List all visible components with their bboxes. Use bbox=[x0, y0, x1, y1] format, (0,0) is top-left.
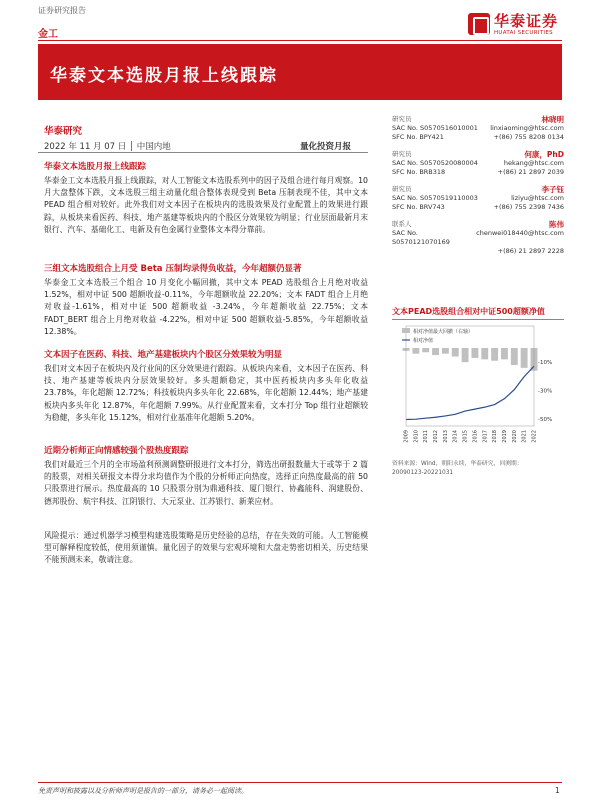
analyst-card bbox=[392, 185, 564, 212]
analyst-role: 研究员 bbox=[392, 150, 412, 158]
y-right-tick-label: -30% bbox=[538, 388, 553, 395]
x-tick-label: 2020 bbox=[511, 430, 518, 443]
section-text: 我们对文本因子在板块内及行业间的区分效果进行跟踪。从板块内来看，文本因子在医药、科技、地产基建等板块内分层效果较好。多头超额稳定，其中医药板块内多头年化收益 23.78%，年化超额 12.72%；科技板块内多头年化 22.68%，年化超额 12.44%；地产基建板块内多头年化 12.87%，年化超额 7.99%。从行业配置来看，文本打分 Top 组行业超额较为稳健，多头年化 15.12%，相对行业基准年化超额 5.20%。 bbox=[44, 364, 368, 422]
drawdown-bar bbox=[481, 348, 488, 359]
footer-divider bbox=[38, 782, 562, 783]
y-right-tick-label: -50% bbox=[538, 416, 553, 423]
x-tick-label: 2019 bbox=[501, 430, 508, 443]
x-tick-label: 2012 bbox=[433, 430, 440, 443]
section-heading: 华泰文本选股月报上线跟踪 bbox=[44, 162, 147, 172]
analyst-card bbox=[392, 115, 564, 142]
drawdown-bar bbox=[412, 348, 419, 354]
title-band bbox=[38, 44, 562, 100]
footer-disclaimer: 免责声明和披露以及分析师声明是报告的一部分，请务必一起阅读。 bbox=[38, 787, 248, 795]
logo-icon bbox=[468, 13, 490, 35]
x-tick-label: 2022 bbox=[531, 430, 538, 443]
x-tick-label: 2011 bbox=[423, 430, 430, 443]
analyst-phone: +(86) 755 8208 0134 bbox=[493, 133, 564, 141]
analyst-card bbox=[392, 220, 564, 256]
section-summary bbox=[44, 160, 368, 236]
analyst-sfc: SFC No. BRV743 bbox=[392, 203, 445, 211]
y-right-tick-label: -10% bbox=[538, 360, 553, 367]
analyst-role: 研究员 bbox=[392, 115, 412, 123]
analyst-phone: +(86) 755 2398 7436 bbox=[493, 203, 564, 211]
analyst-card bbox=[392, 150, 564, 177]
section-heading: 三组文本选股组合上月受 Beta 压制均录得负收益，今年超额仍显著 bbox=[44, 264, 302, 274]
legend-swatch-drawdown bbox=[402, 328, 410, 333]
drawdown-bar bbox=[511, 348, 518, 365]
research-tag: 华泰研究 bbox=[44, 126, 83, 137]
x-tick-label: 2016 bbox=[472, 430, 479, 443]
report-category: 证券研究报告 bbox=[38, 6, 86, 15]
section-heading: 文本因子在医药、科技、地产基建板块内个股区分效果较为明显 bbox=[44, 350, 283, 360]
x-tick-label: 2010 bbox=[413, 430, 420, 443]
analyst-sac: SAC No. S0570121070169 bbox=[392, 229, 450, 246]
drawdown-bar bbox=[452, 348, 459, 357]
analyst-sfc: SFC No. BRB318 bbox=[392, 168, 446, 176]
analyst-email[interactable]: hekang@htsc.com bbox=[503, 159, 564, 167]
logo-text-cn: 华泰证券 bbox=[494, 12, 559, 30]
x-tick-label: 2018 bbox=[492, 430, 499, 443]
analyst-sac: SAC No. S0570520080004 bbox=[392, 159, 478, 167]
top-divider bbox=[38, 40, 562, 41]
section-portfolios bbox=[44, 262, 368, 338]
nav-line bbox=[406, 366, 534, 419]
analyst-email[interactable]: liziyu@htsc.com bbox=[511, 194, 564, 202]
analyst-name: 林晓明 bbox=[541, 115, 564, 124]
drawdown-bar bbox=[471, 348, 478, 358]
meta-divider bbox=[38, 152, 368, 153]
section-text: 华泰金工文本选股三个组合 10 月变化小幅回撤，其中文本 PEAD 选股组合上月绝对收益 1.52%，相对中证 500 超额收益-0.11%，今年超额收益 22.20%；文本 FADT 组合上月绝对收益-1.61%，相对中证 500 超额收益 -3.24%，今年超额收益 22.75%；文本 FADT_BERT 组合上月绝对收益 -4.22%，相对中证 500 超额收益-5.85%，今年超额收益 12.38%。 bbox=[44, 278, 368, 336]
x-tick-label: 2017 bbox=[482, 430, 489, 443]
logo bbox=[468, 10, 580, 44]
analyst-sac: SAC No. S0570516010001 bbox=[392, 124, 478, 132]
drawdown-bar bbox=[521, 348, 528, 368]
x-tick-label: 2015 bbox=[462, 430, 469, 443]
section-analyst-heat bbox=[44, 444, 368, 508]
x-tick-label: 2021 bbox=[521, 430, 528, 443]
drawdown-bar bbox=[442, 348, 449, 354]
section-text: 华泰金工文本选股月报上线跟踪，对人工智能文本选股系列中的因子及组合进行每月观察。10 月大盘整体下跌，文本选股三组主动量化组合整体表现受到 Beta 压制表现不佳，其中文本 PEAD 组合相对较好。此外我们对文本因子在板块内的选股效果及行业配置上的效果进行跟踪，从板块来看医药、科技、地产基建等板块内的个股区分效果较为明显；行业层面最新月末银行、汽车、基础化工、电新及有色金属行业整体文本得分靠前。 bbox=[44, 176, 368, 234]
analyst-name: 何康，PhD bbox=[524, 150, 564, 159]
analyst-name: 陈伟 bbox=[549, 220, 564, 229]
date-line: 2022 年 11 月 07 日 │ 中国内地 bbox=[44, 142, 171, 152]
drawdown-bar bbox=[501, 348, 508, 359]
chart-source: 资料来源：Wind，朝阳永续，华泰研究，回测期： bbox=[392, 461, 523, 467]
nav-series-line bbox=[406, 366, 534, 419]
drawdown-bar bbox=[422, 348, 429, 352]
chart-svg bbox=[392, 322, 564, 456]
chart-title: 文本PEAD选股组合相对中证500超额净值 bbox=[392, 307, 545, 316]
analyst-email[interactable]: linxiaoming@htsc.com bbox=[490, 124, 564, 132]
report-type: 量化投资月报 bbox=[300, 142, 352, 152]
analyst-list bbox=[392, 115, 564, 264]
page-number: 1 bbox=[555, 786, 560, 795]
x-tick-label: 2013 bbox=[442, 430, 449, 443]
risk-warning: 风险提示：通过机器学习模型构建选股策略是历史经验的总结，存在失效的可能。人工智能模型可解释程度较低，使用须谨慎。量化因子的效果与宏观环境和大盘走势密切相关，历史结果不能预测未来，敬请注意。 bbox=[44, 531, 368, 565]
analyst-phone: +(86) 21 2897 2228 bbox=[497, 247, 564, 255]
x-tick-label: 2009 bbox=[403, 430, 410, 443]
drawdown-bar bbox=[491, 348, 498, 361]
analyst-role: 联系人 bbox=[392, 220, 412, 228]
chart-legend bbox=[402, 328, 473, 344]
analyst-name: 李子钰 bbox=[541, 185, 564, 194]
drawdown-area bbox=[403, 348, 538, 371]
drawdown-bar bbox=[432, 348, 439, 355]
analyst-email[interactable]: chenwei018440@htsc.com bbox=[476, 229, 564, 237]
legend-label-drawdown: 相对净值最大回撤（右轴） bbox=[413, 329, 474, 335]
section-heading: 近期分析师正向情感较强个股热度跟踪 bbox=[44, 446, 189, 456]
legend-label-nav: 相对净值 bbox=[413, 338, 434, 344]
analyst-sfc: SFC No. BPY421 bbox=[392, 133, 444, 141]
page-title: 华泰文本选股月报上线跟踪 bbox=[50, 66, 278, 86]
analyst-role: 研究员 bbox=[392, 185, 412, 193]
chart-divider bbox=[392, 319, 564, 320]
x-tick-label: 2014 bbox=[452, 430, 459, 443]
section-tag: 金工 bbox=[38, 29, 58, 40]
analyst-sac: SAC No. S0570519110003 bbox=[392, 194, 478, 202]
section-sectors bbox=[44, 348, 368, 424]
section-text: 我们对最近三个月的全市场盈利预测调整研报进行文本打分，筛选出研报数量大于或等于 2 篇的股票，对相关研报文本得分求均值作为个股的分析师正向热度，选择正向热度最高的前 50 只股票进行展示。热度最高的 10 只股票分别为鼎通科技、厦门银行、协鑫能科、润建股份、德邦股份、航宇科技、江阴银行、大元泵业、江苏银行、新莱应材。 bbox=[44, 460, 368, 506]
logo-text-en: HUATAI SECURITIES bbox=[494, 30, 553, 36]
chart-source-note bbox=[392, 460, 564, 478]
analyst-phone: +(86) 21 2897 2039 bbox=[497, 168, 564, 176]
drawdown-bar bbox=[462, 348, 469, 362]
chart-period: 20090123-20221031 bbox=[392, 470, 454, 476]
